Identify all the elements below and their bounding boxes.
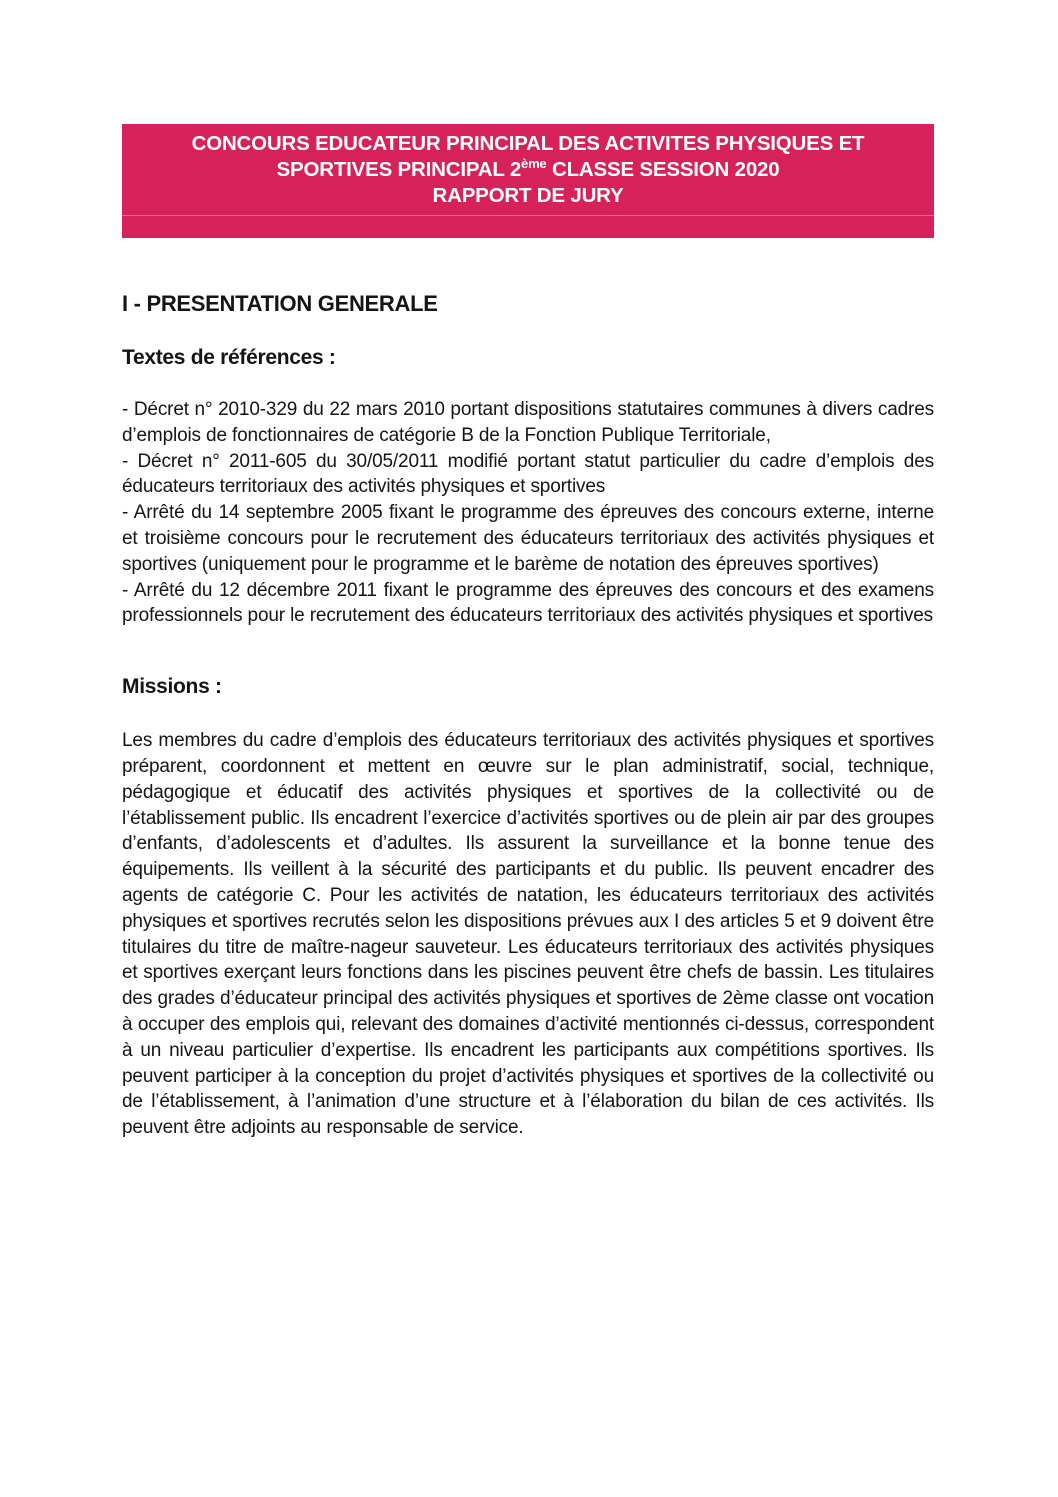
section-title: I - PRESENTATION GENERALE — [122, 291, 438, 316]
reference-item: - Arrêté du 14 septembre 2005 fixant le programme des épreuves des concours externe, interne et troisième concours pour le recrutement des éducateurs territoriaux des activités physiques et sportives (uniquement pour le programme et le barème de notation des épreuves sportives) — [122, 502, 934, 575]
banner-line-2-suffix: CLASSE SESSION 2020 — [546, 158, 780, 181]
reference-item: - Décret n° 2010-329 du 22 mars 2010 portant dispositions statutaires communes à divers cadres d’emplois de fonctionnaires de catégorie B de la Fonction Publique Territoriale, — [122, 399, 934, 446]
reference-item: - Décret n° 2011-605 du 30/05/2011 modifié portant statut particulier du cadre d’emplois des éducateurs territoriaux des activités physiques et sportives — [122, 450, 934, 498]
missions-paragraph: Les membres du cadre d’emplois des éducateurs territoriaux des activités physiques et sportives préparent, coordonnent et mettent en œuvre sur le plan administratif, social, technique, pédagogique et éducatif des activités physiques et sportives de la collectivité ou de l’établissement public. Ils encadrent l’exercice d’activités sportives ou de plein air par des groupes d’enfants, d’adolescents et d’adultes. Ils assurent la surveillance et la bonne tenue des équipements. Ils veillent à la sécurité des participants et du public. Ils peuvent encadrer des agents de catégorie C. Pour les activités de natation, les éducateurs territoriaux des activités physiques et sportives recrutés selon les dispositions prévues aux I des articles 5 et 9 doivent être titulaires du titre de maître-nageur sauveteur. Les éducateurs territoriaux des activités physiques et sportives exerçant leurs fonctions dans les piscines peuvent être chefs de bassin. Les titulaires des grades d’éducateur principal des activités physiques et sportives de 2ème classe ont vocation à occuper des emplois qui, relevant des domaines d’activité mentionnés ci-dessus, correspondent à un niveau particulier d’expertise. Ils encadrent les participants aux compétitions sportives. Ils peuvent participer à la conception du projet d’activités physiques et sportives de la collectivité ou de l’établissement, à l’animation d’une structure et à l’élaboration du bilan de ces activités. Ils peuvent être adjoints au responsable de service. — [122, 730, 934, 1139]
references-heading: Textes de références : — [122, 346, 336, 369]
banner-line-3: RAPPORT DE JURY — [432, 184, 624, 207]
references-list — [122, 397, 934, 629]
banner-spacer — [122, 215, 934, 238]
superscript-2eme: ème — [521, 156, 547, 172]
banner-line-2 — [132, 157, 924, 183]
page-content — [122, 124, 934, 1141]
banner-line-1: CONCOURS EDUCATEUR PRINCIPAL DES ACTIVITES PHYSIQUES ET — [191, 132, 865, 155]
reference-item: - Arrêté du 12 décembre 2011 fixant le programme des épreuves des concours et des examens professionnels pour le recrutement des éducateurs territoriaux des activités physiques et sportives — [122, 579, 934, 627]
report-banner — [122, 124, 934, 238]
missions-heading: Missions : — [122, 675, 222, 699]
banner-line-2-prefix: SPORTIVES PRINCIPAL 2 — [276, 158, 522, 181]
banner-title — [122, 124, 934, 215]
